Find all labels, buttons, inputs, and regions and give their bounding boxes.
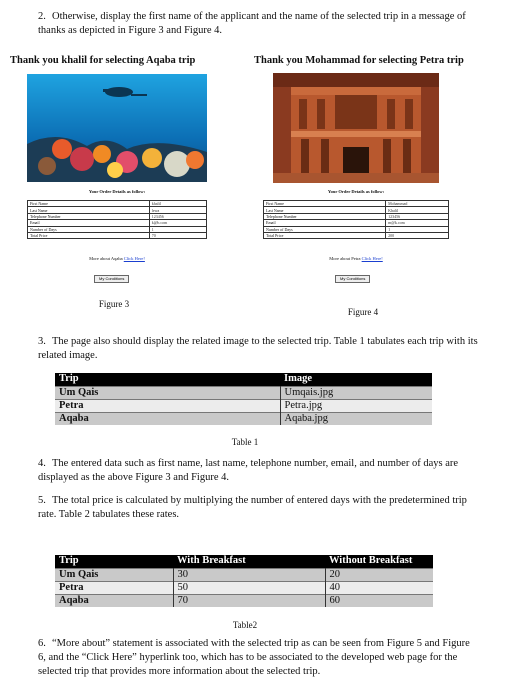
table-cell: Petra (55, 399, 280, 412)
details-value: khalil (149, 201, 206, 207)
details-value: k@h.com (149, 220, 206, 226)
figure3-caption: Figure 3 (98, 299, 130, 309)
reef-illustration (27, 74, 207, 182)
table2 (55, 555, 433, 607)
item-4-number: 4. (38, 458, 46, 469)
table-cell: 70 (173, 594, 325, 607)
item-2-text: Otherwise, display the first name of the applicant and the name of the selected trip in a message of thanks as depicted in Figure 3 and Figure 4. (38, 11, 466, 36)
figure4-conditions-button[interactable]: My Conditions (335, 275, 370, 283)
figure3-details-title: Your Order Details as follow: (88, 189, 146, 194)
details-label: First Name (28, 201, 150, 207)
item-2-number: 2. (38, 11, 46, 22)
item-6-number: 6. (38, 638, 46, 649)
table-row (55, 386, 432, 399)
table-cell: Petra (55, 581, 173, 594)
figure4-caption: Figure 4 (347, 307, 379, 317)
table-cell: 20 (325, 568, 433, 581)
details-label: Total Price (28, 232, 150, 238)
table-header-cell: Trip (55, 373, 280, 386)
figure3-conditions-wrap (94, 267, 129, 285)
table-cell: 50 (173, 581, 325, 594)
petra-illustration (273, 73, 439, 183)
item-5 (38, 494, 478, 522)
details-value: m@k.com (386, 220, 449, 226)
item-4-text: The entered data such as first name, last name, telephone number, email, and number of days are displayed as the above Figure 3 and Figure 4. (38, 458, 459, 483)
details-value: Khalil (386, 207, 449, 213)
item-3 (38, 335, 478, 363)
figure3-click-here-link[interactable]: Click Here! (123, 256, 145, 261)
figure4-details-title: Your Order Details as follow: (327, 189, 385, 194)
item-2 (38, 10, 478, 38)
table1-caption: Table 1 (231, 437, 259, 447)
figure3-more-about (27, 256, 207, 261)
table-cell: Aqaba (55, 412, 280, 425)
details-label: Number of Days (264, 226, 386, 232)
table-row (55, 568, 433, 581)
table-cell: Um Qais (55, 568, 173, 581)
figure4-heading: Thank you Mohammad for selecting Petra trip (254, 55, 464, 66)
details-value: 1 (149, 226, 206, 232)
details-label: Number of Days (28, 226, 150, 232)
item-3-number: 3. (38, 336, 46, 347)
figure4-conditions-wrap (335, 267, 370, 285)
table-header-row (55, 373, 432, 386)
figure4-image-petra (273, 73, 439, 183)
details-value: 123456 (149, 213, 206, 219)
details-value: Mohammad (386, 201, 449, 207)
table-row (55, 412, 432, 425)
item-4 (38, 457, 478, 485)
figure4-details-table (263, 200, 449, 239)
table-row (55, 581, 433, 594)
table-header-row (55, 555, 433, 568)
details-label: Total Price (264, 232, 386, 238)
details-value: 123456 (386, 213, 449, 219)
figure3-image-aqaba (27, 74, 207, 182)
details-label: Email (264, 220, 386, 226)
table-cell: Um Qais (55, 386, 280, 399)
figure4-more-about (263, 256, 449, 261)
details-label: Telephone Number (28, 213, 150, 219)
table-header-cell: Image (280, 373, 432, 386)
details-value: lewa (149, 207, 206, 213)
table-cell: Aqaba (55, 594, 173, 607)
figure3-more-text: More about Aqaba (89, 256, 123, 261)
table-cell: 60 (325, 594, 433, 607)
table-header-cell: Trip (55, 555, 173, 568)
figure3-heading: Thank you khalil for selecting Aqaba trip (10, 55, 196, 66)
item-3-text: The page also should display the related image to the selected trip. Table 1 tabulates each trip with its related image. (38, 336, 478, 361)
figure3-details-table (27, 200, 207, 239)
item-6 (38, 637, 478, 679)
details-label: Last Name (264, 207, 386, 213)
table2-caption: Table2 (232, 620, 258, 630)
details-value: 200 (386, 232, 449, 238)
details-value: 70 (149, 232, 206, 238)
details-row (28, 232, 207, 238)
table-cell: Petra.jpg (280, 399, 432, 412)
details-label: Telephone Number (264, 213, 386, 219)
table-cell: 40 (325, 581, 433, 594)
table-header-cell: Without Breakfast (325, 555, 433, 568)
item-5-text: The total price is calculated by multiplying the number of entered days with the predetermined trip rate. Table 2 tabulates these rates. (38, 495, 467, 520)
details-value: 1 (386, 226, 449, 232)
details-label: Email (28, 220, 150, 226)
table-row (55, 594, 433, 607)
details-row (264, 232, 449, 238)
table-header-cell: With Breakfast (173, 555, 325, 568)
details-label: Last Name (28, 207, 150, 213)
table-cell: Umqais.jpg (280, 386, 432, 399)
table-row (55, 399, 432, 412)
item-5-number: 5. (38, 495, 46, 506)
table-cell: Aqaba.jpg (280, 412, 432, 425)
item-6-text: “More about” statement is associated with the selected trip as can be seen from Figure 5 and Figure 6, and the “Click Here” hyperlink too, which has to be associated to the developed web page for the selected trip that provides more information about the selected trip. (38, 638, 470, 677)
figure3-conditions-button[interactable]: My Conditions (94, 275, 129, 283)
figure4-more-text: More about Petra (329, 256, 361, 261)
table-cell: 30 (173, 568, 325, 581)
table1 (55, 373, 432, 425)
figure4-click-here-link[interactable]: Click Here! (361, 256, 383, 261)
details-label: First Name (264, 201, 386, 207)
